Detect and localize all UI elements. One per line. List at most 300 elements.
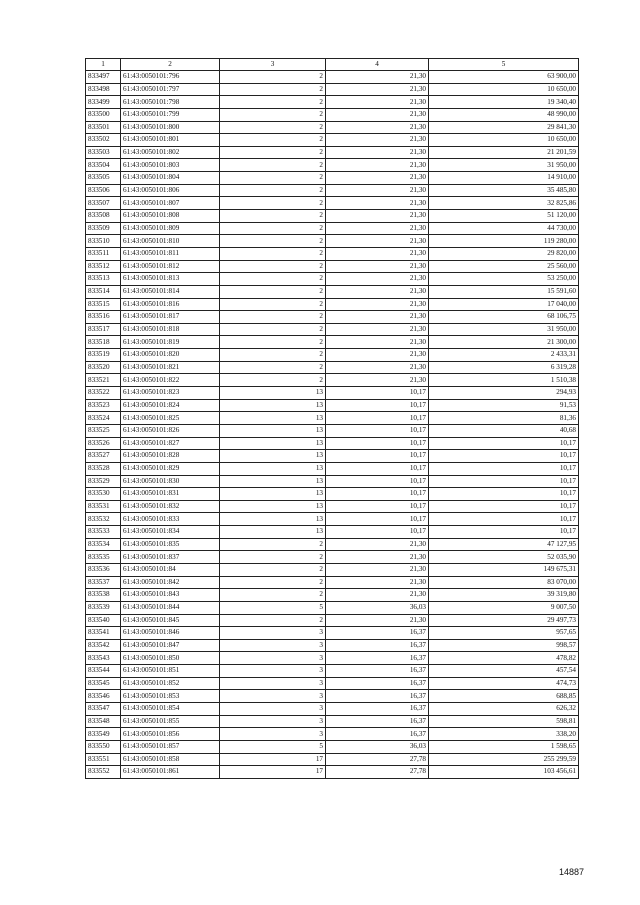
row-number-cell: 833529 [86, 475, 121, 488]
row-number-cell: 833523 [86, 399, 121, 412]
count-cell: 13 [220, 437, 326, 450]
table-row [86, 627, 579, 640]
row-number-cell: 833506 [86, 184, 121, 197]
rate-cell: 21,30 [326, 563, 429, 576]
cadastral-number-cell: 61:43:0050101:832 [121, 500, 220, 513]
rate-cell: 36,03 [326, 601, 429, 614]
row-number-cell: 833499 [86, 96, 121, 109]
cadastral-number-cell: 61:43:0050101:813 [121, 273, 220, 286]
row-number-cell: 833532 [86, 513, 121, 526]
cadastral-number-cell: 61:43:0050101:829 [121, 462, 220, 475]
amount-cell: 10,17 [429, 500, 579, 513]
cadastral-number-cell: 61:43:0050101:800 [121, 121, 220, 134]
amount-cell: 29 841,30 [429, 121, 579, 134]
count-cell: 3 [220, 690, 326, 703]
table-row [86, 210, 579, 223]
count-cell: 2 [220, 538, 326, 551]
table-row [86, 488, 579, 501]
row-number-cell: 833543 [86, 652, 121, 665]
rate-cell: 21,30 [326, 96, 429, 109]
cadastral-number-cell: 61:43:0050101:835 [121, 538, 220, 551]
amount-cell: 10,17 [429, 526, 579, 539]
rate-cell: 16,37 [326, 715, 429, 728]
rate-cell: 10,17 [326, 526, 429, 539]
row-number-cell: 833534 [86, 538, 121, 551]
row-number-cell: 833525 [86, 424, 121, 437]
cadastral-number-cell: 61:43:0050101:811 [121, 247, 220, 260]
count-cell: 3 [220, 639, 326, 652]
row-number-cell: 833552 [86, 766, 121, 779]
count-cell: 13 [220, 399, 326, 412]
amount-cell: 35 485,80 [429, 184, 579, 197]
cadastral-number-cell: 61:43:0050101:817 [121, 311, 220, 324]
rate-cell: 21,30 [326, 311, 429, 324]
row-number-cell: 833503 [86, 146, 121, 159]
row-number-cell: 833545 [86, 677, 121, 690]
row-number-cell: 833551 [86, 753, 121, 766]
table-row [86, 184, 579, 197]
rate-cell: 10,17 [326, 424, 429, 437]
table-row [86, 172, 579, 185]
rate-cell: 21,30 [326, 71, 429, 84]
table-row [86, 387, 579, 400]
amount-cell: 10,17 [429, 513, 579, 526]
row-number-cell: 833514 [86, 285, 121, 298]
table-row [86, 247, 579, 260]
row-number-cell: 833520 [86, 361, 121, 374]
cadastral-number-cell: 61:43:0050101:814 [121, 285, 220, 298]
row-number-cell: 833509 [86, 222, 121, 235]
amount-cell: 17 040,00 [429, 298, 579, 311]
row-number-cell: 833548 [86, 715, 121, 728]
count-cell: 13 [220, 387, 326, 400]
count-cell: 2 [220, 374, 326, 387]
table-row [86, 639, 579, 652]
rate-cell: 21,30 [326, 349, 429, 362]
count-cell: 2 [220, 589, 326, 602]
rate-cell: 21,30 [326, 298, 429, 311]
row-number-cell: 833512 [86, 260, 121, 273]
rate-cell: 16,37 [326, 665, 429, 678]
table-row [86, 361, 579, 374]
row-number-cell: 833519 [86, 349, 121, 362]
table-row [86, 336, 579, 349]
table-row [86, 576, 579, 589]
amount-cell: 10,17 [429, 437, 579, 450]
count-cell: 13 [220, 462, 326, 475]
column-header-3: 3 [220, 59, 326, 71]
count-cell: 2 [220, 273, 326, 286]
row-number-cell: 833536 [86, 563, 121, 576]
column-header-4: 4 [326, 59, 429, 71]
rate-cell: 21,30 [326, 273, 429, 286]
amount-cell: 53 250,00 [429, 273, 579, 286]
amount-cell: 474,73 [429, 677, 579, 690]
rate-cell: 16,37 [326, 627, 429, 640]
rate-cell: 10,17 [326, 513, 429, 526]
amount-cell: 29 497,73 [429, 614, 579, 627]
rate-cell: 21,30 [326, 134, 429, 147]
count-cell: 2 [220, 222, 326, 235]
table-row [86, 374, 579, 387]
amount-cell: 598,81 [429, 715, 579, 728]
amount-cell: 478,82 [429, 652, 579, 665]
count-cell: 2 [220, 121, 326, 134]
row-number-cell: 833527 [86, 450, 121, 463]
amount-cell: 40,68 [429, 424, 579, 437]
rate-cell: 21,30 [326, 121, 429, 134]
count-cell: 3 [220, 715, 326, 728]
cadastral-number-cell: 61:43:0050101:823 [121, 387, 220, 400]
amount-cell: 21 201,59 [429, 146, 579, 159]
table-row [86, 589, 579, 602]
count-cell: 2 [220, 323, 326, 336]
count-cell: 3 [220, 627, 326, 640]
amount-cell: 32 825,86 [429, 197, 579, 210]
count-cell: 2 [220, 614, 326, 627]
cadastral-number-cell: 61:43:0050101:853 [121, 690, 220, 703]
table-row [86, 146, 579, 159]
rate-cell: 10,17 [326, 437, 429, 450]
count-cell: 2 [220, 146, 326, 159]
count-cell: 2 [220, 298, 326, 311]
count-cell: 5 [220, 740, 326, 753]
amount-cell: 83 070,00 [429, 576, 579, 589]
cadastral-number-cell: 61:43:0050101:802 [121, 146, 220, 159]
amount-cell: 29 820,00 [429, 247, 579, 260]
row-number-cell: 833517 [86, 323, 121, 336]
table-row [86, 766, 579, 779]
row-number-cell: 833521 [86, 374, 121, 387]
table-row [86, 273, 579, 286]
row-number-cell: 833524 [86, 412, 121, 425]
count-cell: 17 [220, 753, 326, 766]
rate-cell: 10,17 [326, 475, 429, 488]
rate-cell: 16,37 [326, 677, 429, 690]
amount-cell: 688,85 [429, 690, 579, 703]
amount-cell: 294,93 [429, 387, 579, 400]
cadastral-number-cell: 61:43:0050101:833 [121, 513, 220, 526]
cadastral-number-cell: 61:43:0050101:844 [121, 601, 220, 614]
rate-cell: 36,03 [326, 740, 429, 753]
amount-cell: 15 591,60 [429, 285, 579, 298]
count-cell: 3 [220, 665, 326, 678]
cadastral-number-cell: 61:43:0050101:847 [121, 639, 220, 652]
cadastral-number-cell: 61:43:0050101:818 [121, 323, 220, 336]
row-number-cell: 833539 [86, 601, 121, 614]
rate-cell: 21,30 [326, 235, 429, 248]
row-number-cell: 833505 [86, 172, 121, 185]
row-number-cell: 833497 [86, 71, 121, 84]
rate-cell: 21,30 [326, 222, 429, 235]
count-cell: 2 [220, 563, 326, 576]
count-cell: 2 [220, 285, 326, 298]
row-number-cell: 833516 [86, 311, 121, 324]
rate-cell: 21,30 [326, 374, 429, 387]
cadastral-number-cell: 61:43:0050101:807 [121, 197, 220, 210]
table-row [86, 601, 579, 614]
row-number-cell: 833537 [86, 576, 121, 589]
row-number-cell: 833510 [86, 235, 121, 248]
cadastral-number-cell: 61:43:0050101:843 [121, 589, 220, 602]
amount-cell: 47 127,95 [429, 538, 579, 551]
amount-cell: 91,53 [429, 399, 579, 412]
cadastral-number-cell: 61:43:0050101:819 [121, 336, 220, 349]
cadastral-number-cell: 61:43:0050101:830 [121, 475, 220, 488]
rate-cell: 21,30 [326, 184, 429, 197]
amount-cell: 63 900,00 [429, 71, 579, 84]
cadastral-number-cell: 61:43:0050101:858 [121, 753, 220, 766]
cadastral-number-cell: 61:43:0050101:806 [121, 184, 220, 197]
amount-cell: 10 650,00 [429, 134, 579, 147]
amount-cell: 81,36 [429, 412, 579, 425]
rate-cell: 10,17 [326, 450, 429, 463]
table-row [86, 412, 579, 425]
amount-cell: 44 730,00 [429, 222, 579, 235]
table-row [86, 728, 579, 741]
rate-cell: 21,30 [326, 323, 429, 336]
rate-cell: 10,17 [326, 488, 429, 501]
table-header-row [86, 59, 579, 71]
row-number-cell: 833500 [86, 108, 121, 121]
count-cell: 2 [220, 349, 326, 362]
cadastral-number-cell: 61:43:0050101:796 [121, 71, 220, 84]
amount-cell: 10,17 [429, 462, 579, 475]
count-cell: 13 [220, 475, 326, 488]
count-cell: 3 [220, 728, 326, 741]
column-header-5: 5 [429, 59, 579, 71]
rate-cell: 16,37 [326, 690, 429, 703]
table-row [86, 222, 579, 235]
table-row [86, 500, 579, 513]
count-cell: 2 [220, 311, 326, 324]
rate-cell: 16,37 [326, 728, 429, 741]
row-number-cell: 833518 [86, 336, 121, 349]
cadastral-number-cell: 61:43:0050101:84 [121, 563, 220, 576]
table-row [86, 450, 579, 463]
amount-cell: 48 990,00 [429, 108, 579, 121]
cadastral-number-cell: 61:43:0050101:850 [121, 652, 220, 665]
amount-cell: 10,17 [429, 475, 579, 488]
cadastral-number-cell: 61:43:0050101:799 [121, 108, 220, 121]
table-row [86, 715, 579, 728]
column-header-1: 1 [86, 59, 121, 71]
cadastral-number-cell: 61:43:0050101:812 [121, 260, 220, 273]
cadastral-number-cell: 61:43:0050101:801 [121, 134, 220, 147]
table-row [86, 399, 579, 412]
cadastral-number-cell: 61:43:0050101:809 [121, 222, 220, 235]
count-cell: 2 [220, 83, 326, 96]
cadastral-number-cell: 61:43:0050101:856 [121, 728, 220, 741]
rate-cell: 21,30 [326, 172, 429, 185]
count-cell: 13 [220, 500, 326, 513]
count-cell: 3 [220, 677, 326, 690]
count-cell: 2 [220, 247, 326, 260]
table-row [86, 71, 579, 84]
page-number: 14887 [558, 867, 584, 877]
amount-cell: 10,17 [429, 488, 579, 501]
count-cell: 5 [220, 601, 326, 614]
rate-cell: 16,37 [326, 639, 429, 652]
cadastral-number-cell: 61:43:0050101:825 [121, 412, 220, 425]
amount-cell: 14 910,00 [429, 172, 579, 185]
cadastral-number-cell: 61:43:0050101:845 [121, 614, 220, 627]
amount-cell: 149 675,31 [429, 563, 579, 576]
row-number-cell: 833507 [86, 197, 121, 210]
row-number-cell: 833533 [86, 526, 121, 539]
rate-cell: 27,78 [326, 753, 429, 766]
count-cell: 2 [220, 108, 326, 121]
amount-cell: 255 299,59 [429, 753, 579, 766]
count-cell: 2 [220, 184, 326, 197]
cadastral-number-cell: 61:43:0050101:857 [121, 740, 220, 753]
rate-cell: 10,17 [326, 399, 429, 412]
row-number-cell: 833498 [86, 83, 121, 96]
count-cell: 2 [220, 71, 326, 84]
table-row [86, 260, 579, 273]
cadastral-number-cell: 61:43:0050101:831 [121, 488, 220, 501]
table-row [86, 83, 579, 96]
amount-cell: 31 950,00 [429, 323, 579, 336]
cadastral-number-cell: 61:43:0050101:804 [121, 172, 220, 185]
table-row [86, 526, 579, 539]
table-row [86, 614, 579, 627]
table-row [86, 703, 579, 716]
count-cell: 2 [220, 361, 326, 374]
row-number-cell: 833526 [86, 437, 121, 450]
count-cell: 2 [220, 96, 326, 109]
cadastral-number-cell: 61:43:0050101:851 [121, 665, 220, 678]
row-number-cell: 833530 [86, 488, 121, 501]
table-row [86, 134, 579, 147]
cadastral-number-cell: 61:43:0050101:821 [121, 361, 220, 374]
rate-cell: 21,30 [326, 614, 429, 627]
amount-cell: 338,20 [429, 728, 579, 741]
row-number-cell: 833535 [86, 551, 121, 564]
cadastral-number-cell: 61:43:0050101:808 [121, 210, 220, 223]
count-cell: 2 [220, 551, 326, 564]
count-cell: 13 [220, 488, 326, 501]
rate-cell: 10,17 [326, 500, 429, 513]
amount-cell: 9 007,50 [429, 601, 579, 614]
cadastral-number-cell: 61:43:0050101:797 [121, 83, 220, 96]
table-row [86, 96, 579, 109]
amount-cell: 51 120,00 [429, 210, 579, 223]
rate-cell: 21,30 [326, 197, 429, 210]
table-row [86, 424, 579, 437]
rate-cell: 21,30 [326, 285, 429, 298]
count-cell: 2 [220, 235, 326, 248]
table-row [86, 285, 579, 298]
cadastral-number-cell: 61:43:0050101:820 [121, 349, 220, 362]
table-row [86, 108, 579, 121]
row-number-cell: 833546 [86, 690, 121, 703]
count-cell: 2 [220, 336, 326, 349]
table-row [86, 652, 579, 665]
amount-cell: 998,57 [429, 639, 579, 652]
rate-cell: 21,30 [326, 551, 429, 564]
table-row [86, 551, 579, 564]
count-cell: 2 [220, 210, 326, 223]
row-number-cell: 833528 [86, 462, 121, 475]
cadastral-number-cell: 61:43:0050101:855 [121, 715, 220, 728]
cadastral-number-cell: 61:43:0050101:834 [121, 526, 220, 539]
table-row [86, 753, 579, 766]
cadastral-number-cell: 61:43:0050101:798 [121, 96, 220, 109]
amount-cell: 10,17 [429, 450, 579, 463]
table-row [86, 538, 579, 551]
table-row [86, 677, 579, 690]
amount-cell: 52 035,90 [429, 551, 579, 564]
rate-cell: 21,30 [326, 361, 429, 374]
cadastral-number-cell: 61:43:0050101:837 [121, 551, 220, 564]
table-row [86, 323, 579, 336]
count-cell: 2 [220, 159, 326, 172]
rate-cell: 21,30 [326, 260, 429, 273]
amount-cell: 19 340,40 [429, 96, 579, 109]
count-cell: 2 [220, 172, 326, 185]
table-row [86, 462, 579, 475]
count-cell: 13 [220, 412, 326, 425]
amount-cell: 6 319,28 [429, 361, 579, 374]
count-cell: 2 [220, 576, 326, 589]
row-number-cell: 833508 [86, 210, 121, 223]
amount-cell: 1 598,65 [429, 740, 579, 753]
rate-cell: 16,37 [326, 703, 429, 716]
data-table [85, 58, 579, 779]
rate-cell: 21,30 [326, 210, 429, 223]
amount-cell: 25 560,00 [429, 260, 579, 273]
count-cell: 2 [220, 260, 326, 273]
cadastral-number-cell: 61:43:0050101:822 [121, 374, 220, 387]
table-row [86, 563, 579, 576]
count-cell: 3 [220, 652, 326, 665]
table-row [86, 349, 579, 362]
rate-cell: 27,78 [326, 766, 429, 779]
cadastral-number-cell: 61:43:0050101:826 [121, 424, 220, 437]
amount-cell: 626,32 [429, 703, 579, 716]
column-header-2: 2 [121, 59, 220, 71]
rate-cell: 21,30 [326, 247, 429, 260]
amount-cell: 68 106,75 [429, 311, 579, 324]
amount-cell: 2 433,31 [429, 349, 579, 362]
count-cell: 17 [220, 766, 326, 779]
count-cell: 13 [220, 526, 326, 539]
amount-cell: 21 300,00 [429, 336, 579, 349]
amount-cell: 457,54 [429, 665, 579, 678]
cadastral-number-cell: 61:43:0050101:854 [121, 703, 220, 716]
table-row [86, 311, 579, 324]
row-number-cell: 833511 [86, 247, 121, 260]
table-row [86, 197, 579, 210]
table-row [86, 159, 579, 172]
rate-cell: 10,17 [326, 462, 429, 475]
row-number-cell: 833502 [86, 134, 121, 147]
table-row [86, 121, 579, 134]
table-row [86, 437, 579, 450]
count-cell: 13 [220, 424, 326, 437]
amount-cell: 10 650,00 [429, 83, 579, 96]
rate-cell: 21,30 [326, 159, 429, 172]
table-row [86, 475, 579, 488]
rate-cell: 21,30 [326, 336, 429, 349]
row-number-cell: 833550 [86, 740, 121, 753]
row-number-cell: 833540 [86, 614, 121, 627]
amount-cell: 103 456,61 [429, 766, 579, 779]
amount-cell: 39 319,80 [429, 589, 579, 602]
amount-cell: 119 280,00 [429, 235, 579, 248]
cadastral-number-cell: 61:43:0050101:816 [121, 298, 220, 311]
